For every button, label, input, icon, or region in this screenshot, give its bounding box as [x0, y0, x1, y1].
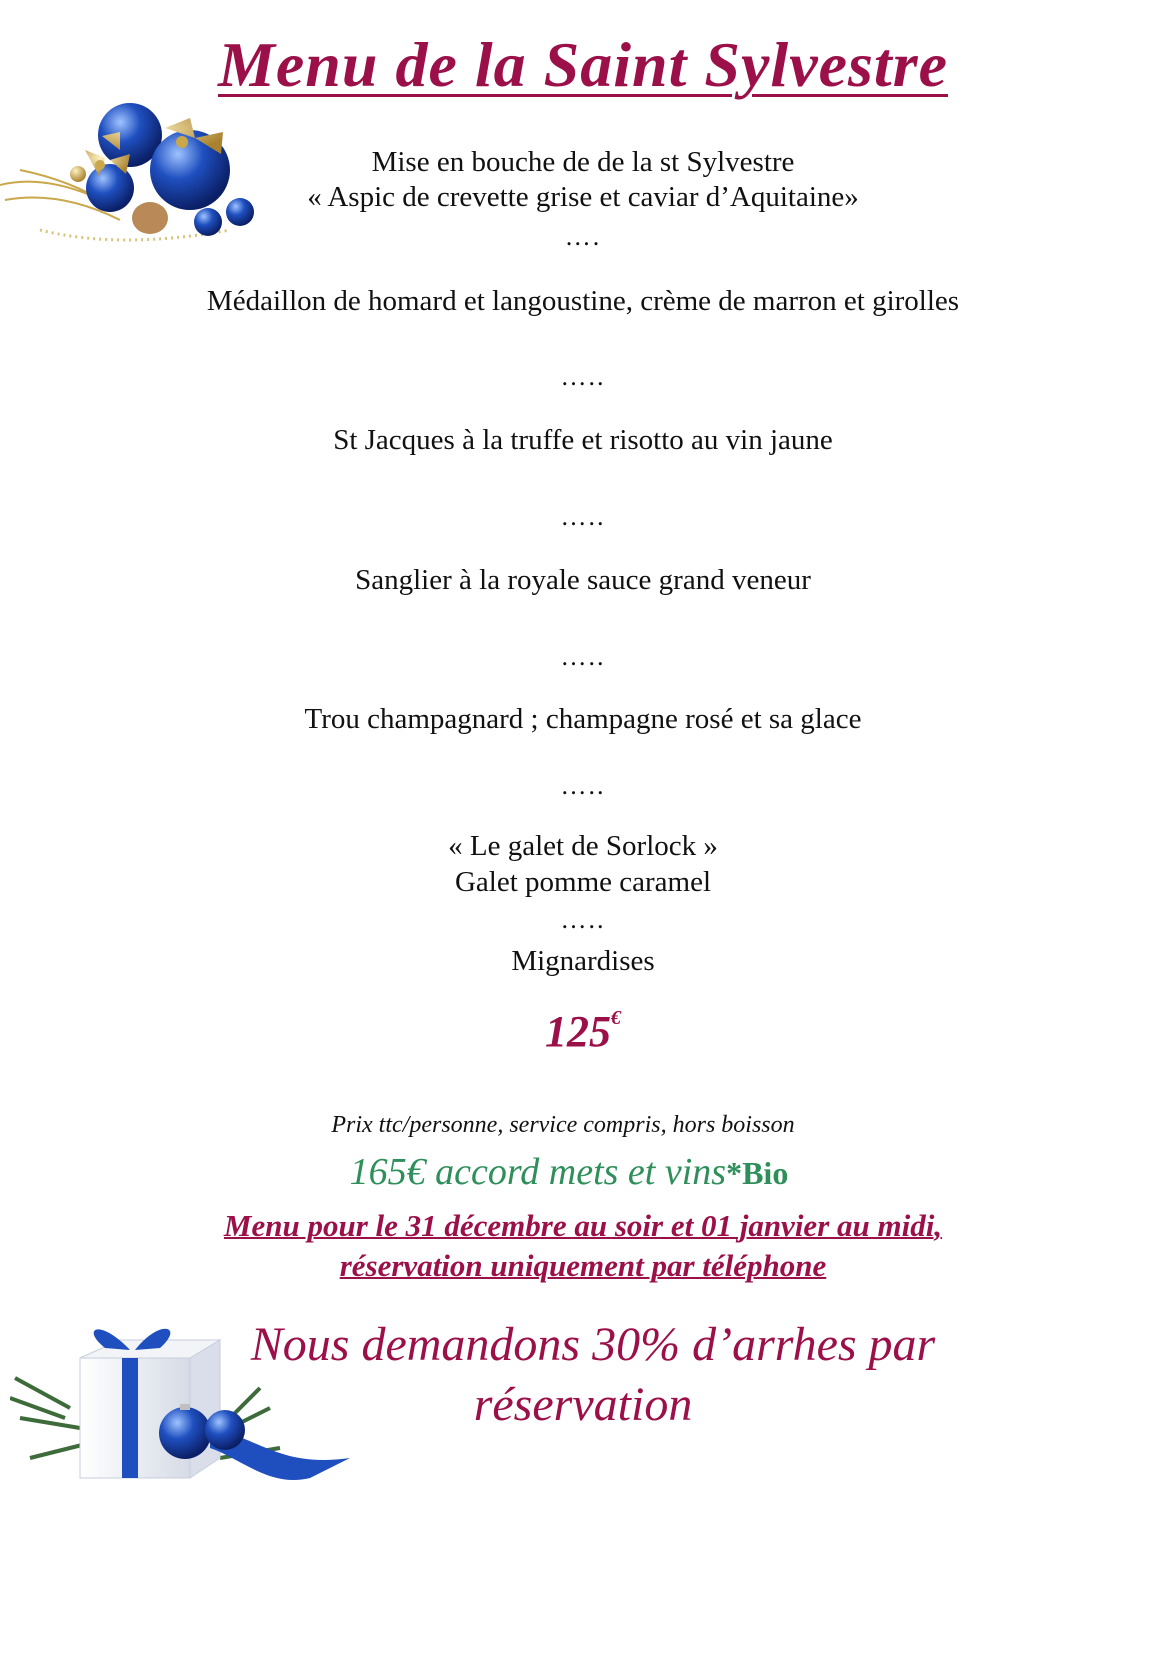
menu-price: 125€ [545, 1007, 621, 1056]
separator: ….. [560, 905, 606, 934]
deposit-line-1: Nous demandons 30% d’arrhes par [250, 1318, 936, 1371]
price-note: Prix ttc/personne, service compris, hors boisson [331, 1112, 795, 1138]
course-6-line-1: « Le galet de Sorlock » [448, 830, 718, 862]
deposit-line-2: réservation [473, 1378, 693, 1431]
separator: ….. [560, 502, 606, 531]
course-1-line-1: Mise en bouche de de la st Sylvestre [371, 146, 795, 178]
course-3: St Jacques à la truffe et risotto au vin jaune [333, 424, 833, 456]
separator: ….. [560, 771, 606, 800]
course-4: Sanglier à la royale sauce grand veneur [355, 564, 811, 596]
wine-pairing: 165€ accord mets et vins*Bio [349, 1151, 789, 1193]
separator: ….. [560, 362, 606, 391]
reservation-line-1: Menu pour le 31 décembre au soir et 01 janvier au midi, [223, 1208, 943, 1243]
separator: …. [564, 222, 602, 251]
course-2: Médaillon de homard et langoustine, crème de marron et girolles [206, 285, 960, 317]
course-6-line-2: Galet pomme caramel [454, 866, 712, 898]
reservation-line-2: réservation uniquement par téléphone [339, 1248, 827, 1283]
course-7: Mignardises [511, 945, 655, 977]
page-title: Menu de la Saint Sylvestre [217, 29, 949, 100]
course-5: Trou champagnard ; champagne rosé et sa glace [304, 703, 862, 735]
separator: ….. [560, 642, 606, 671]
course-1-line-2: « Aspic de crevette grise et caviar d’Aquitaine» [307, 181, 859, 213]
